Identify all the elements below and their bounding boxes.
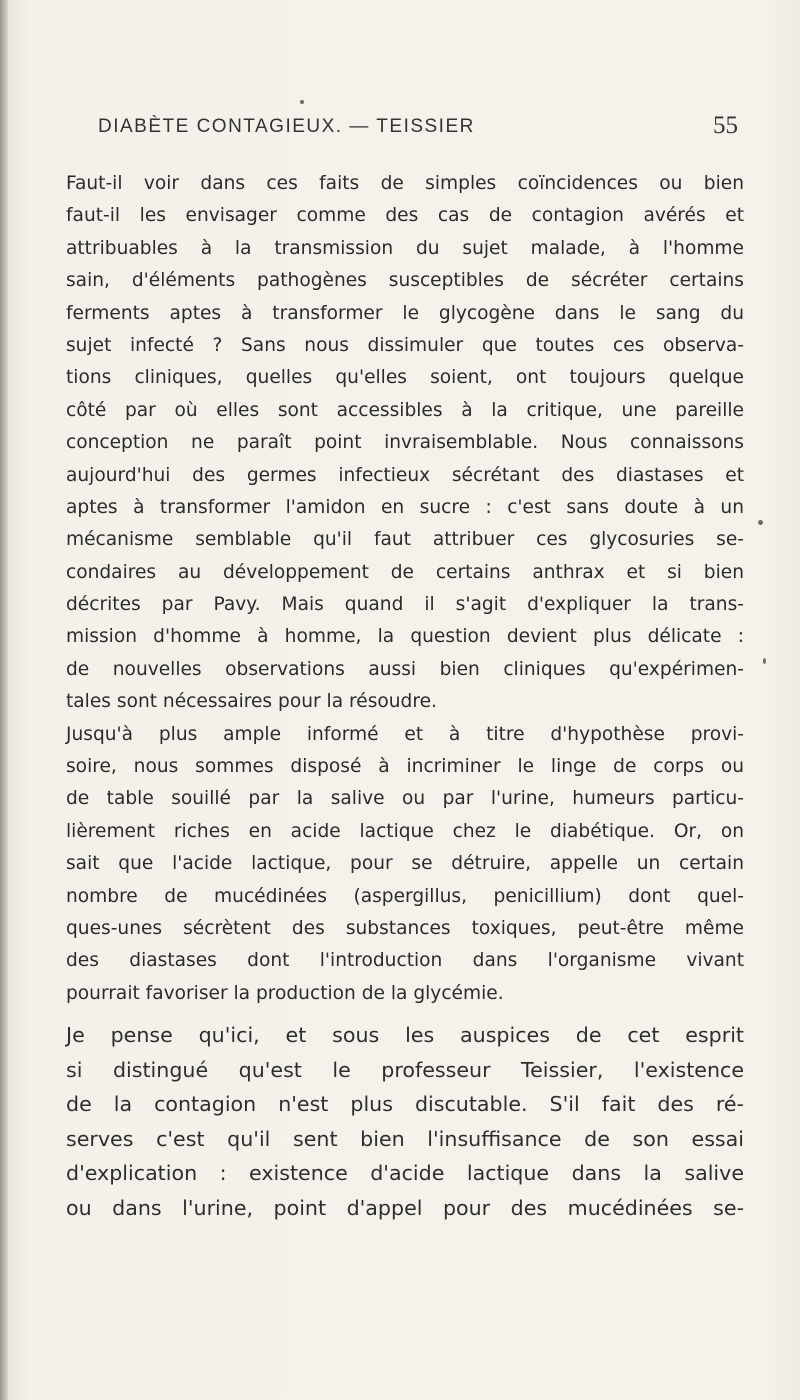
quote-line: de table souillé par la salive ou par l'urine, humeurs particu-: [66, 788, 744, 810]
main-paragraph: [66, 1018, 744, 1226]
quote-line: mécanisme semblable qu'il faut attribuer ces glycosuries se-: [66, 529, 744, 551]
quote-line: condaires au développement de certains anthrax et si bien: [66, 561, 744, 583]
page-number: 55: [713, 112, 738, 139]
body-line: serves c'est qu'il sent bien l'insuffisance de son essai: [66, 1126, 744, 1151]
quote-line: décrites par Pavy. Mais quand il s'agit d'expliquer la trans-: [66, 594, 744, 616]
body-line: Je pense qu'ici, et sous les auspices de cet esprit: [66, 1023, 744, 1047]
quote-line: lièrement riches en acide lactique chez le diabétique. Or, on: [66, 820, 744, 842]
page-binding-edge: [0, 0, 8, 1400]
paper-speck: [758, 520, 763, 525]
body-line: d'explication : existence d'acide lactique dans la salive: [66, 1161, 744, 1186]
running-title: DIABÈTE CONTAGIEUX. — TEISSIER: [98, 116, 475, 137]
quote-line: côté par où elles sont accessibles à la critique, une pareille: [66, 399, 744, 421]
body-line: de la contagion n'est plus discutable. S'il fait des ré-: [66, 1092, 744, 1117]
quote-line: sain, d'éléments pathogènes susceptibles de sécréter certains: [66, 270, 744, 292]
quote-line: nombre de mucédinées (aspergillus, penicillium) dont quel-: [66, 885, 744, 907]
quoted-passage: [66, 168, 744, 1010]
quote-line: tales sont nécessaires pour la résoudre.: [66, 691, 437, 713]
paper-speck: [763, 658, 766, 664]
quote-line: aujourd'hui des germes infectieux sécrétant des diastases et: [66, 464, 744, 486]
quote-line: soire, nous sommes disposé à incriminer le linge de corps ou: [66, 756, 744, 778]
quote-line: Jusqu'à plus ample informé et à titre d'hypothèse provi-: [66, 723, 744, 745]
body-line: si distingué qu'est le professeur Teissier, l'existence: [66, 1057, 744, 1082]
quote-line: ferments aptes à transformer le glycogène dans le sang du: [66, 302, 744, 324]
quote-line: mission d'homme à homme, la question devient plus délicate :: [66, 626, 744, 648]
quote-line: Faut-il voir dans ces faits de simples coïncidences ou bien: [66, 173, 744, 194]
quote-line: attribuables à la transmission du sujet malade, à l'homme: [66, 237, 744, 259]
body-line: ou dans l'urine, point d'appel pour des mucédinées se-: [66, 1195, 744, 1220]
quote-line: sujet infecté ? Sans nous dissimuler que toutes ces observa-: [66, 334, 744, 356]
quote-line: ques-unes sécrètent des substances toxiques, peut-être même: [66, 917, 744, 939]
quote-line: conception ne paraît point invraisemblable. Nous connaissons: [66, 432, 744, 454]
quote-line: aptes à transformer l'amidon en sucre : c'est sans doute à un: [66, 496, 744, 518]
quote-line: de nouvelles observations aussi bien cliniques qu'expérimen-: [66, 658, 744, 680]
quote-line: des diastases dont l'introduction dans l'organisme vivant: [66, 950, 744, 972]
quote-line: sait que l'acide lactique, pour se détruire, appelle un certain: [66, 853, 744, 875]
quote-line: pourrait favoriser la production de la glycémie.: [66, 982, 504, 1004]
paper-speck: [300, 100, 304, 104]
quote-line: faut-il les envisager comme des cas de contagion avérés et: [66, 205, 744, 227]
quote-line: tions cliniques, quelles qu'elles soient, ont toujours quelque: [66, 367, 744, 389]
